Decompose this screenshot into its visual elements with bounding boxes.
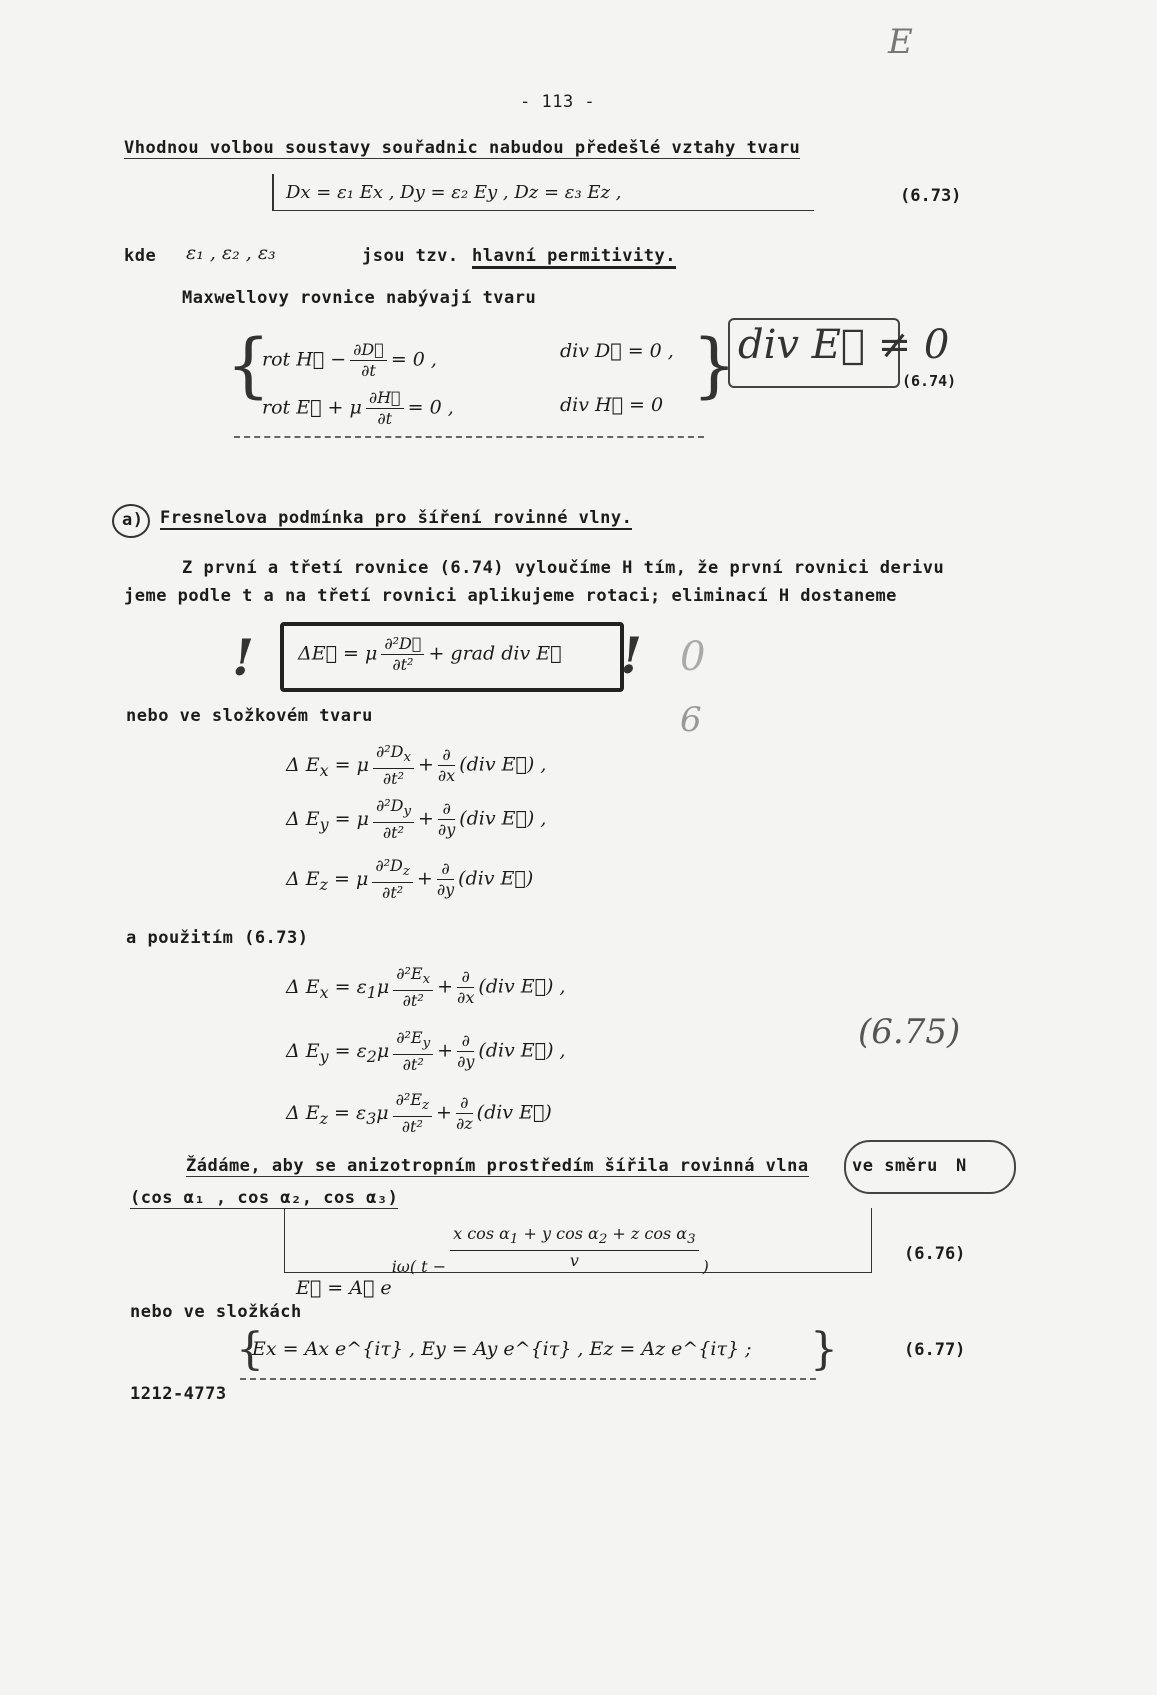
jsou-tzv: jsou tzv. bbox=[362, 246, 459, 266]
corner-mark: E bbox=[888, 22, 913, 62]
intro-line: Vhodnou volbou soustavy souřadnic nabudou předešlé vztahy tvaru bbox=[124, 138, 801, 158]
eq-677: Ex = Ax e^{iτ} , Ey = Ay e^{iτ} , Ez = Az e^{iτ} ; bbox=[252, 1338, 752, 1360]
cos-line: (cos α₁ , cos α₂, cos α₃) bbox=[130, 1188, 399, 1208]
ve-smeru: ve směru bbox=[852, 1156, 938, 1176]
maxwell-line: Maxwellovy rovnice nabývají tvaru bbox=[182, 288, 537, 308]
comp-eq-y: Δ $E_y = \mu$ $\frac{\partial^2D_y}{\text{∂t²}}$ + $\frac{\partial}{\partial y}$ (div E⃗) , bbox=[286, 796, 547, 843]
footer-id: 1212-4773 bbox=[130, 1384, 227, 1404]
eq-674-r1-left: rot H⃗ − $\frac{\partial D⃗}{\partial t}$ = 0 , bbox=[262, 340, 437, 380]
eqno-674: (6.74) bbox=[902, 372, 957, 390]
comp-eq-z: Δ $E_z = \mu$ $\frac{\partial^2D_z}{\text{∂t²}}$ + $\frac{\partial}{\partial y}$ (div E⃗) bbox=[286, 856, 534, 903]
eps-list: ε₁ , ε₂ , ε₃ bbox=[186, 242, 276, 264]
pouzitim-line: a použitím (6.73) bbox=[126, 928, 309, 948]
para1-line1: Z první a třetí rovnice (6.74) vyloučíme H tím, že první rovnici derivu bbox=[182, 558, 945, 578]
sub-eq-z: Δ $E_z = \varepsilon_3\mu$ $\frac{\partial^2E_z}{\text{∂t²}}$ + $\frac{\partial}{\partial z}$ (div E⃗) bbox=[286, 1090, 552, 1137]
sub-eq-y: Δ $E_y = \varepsilon_2\mu$ $\frac{\partial^2E_y}{\text{∂t²}}$ + $\frac{\partial}{\partial y}$ (div E⃗) , bbox=[286, 1028, 566, 1075]
eq-677-wavy-underline bbox=[240, 1378, 816, 1380]
eq-674-r2-right: div H⃗ = 0 bbox=[560, 394, 664, 416]
excl-left: ! bbox=[232, 628, 254, 687]
annotation-div-e: div E⃗ ≠ 0 bbox=[738, 322, 950, 368]
hlavni-permitivity: hlavní permitivity. bbox=[472, 246, 676, 269]
eq-677-left-brace: { bbox=[236, 1324, 264, 1375]
eq-676: E⃗ = A⃗ $e^{i\omega( t -}$ $\frac{x \cos \alpha_1 + y \cos \alpha_2 + z \cos \alpha_3}{v}$ ) bbox=[296, 1224, 709, 1300]
eq-673: Dx = ε₁ Ex , Dy = ε₂ Ey , Dz = ε₃ Ez , bbox=[286, 182, 622, 203]
page-number: - 113 - bbox=[520, 92, 596, 112]
margin-6: 6 bbox=[680, 700, 702, 740]
eq-674-r1-right: div D⃗ = 0 , bbox=[560, 340, 674, 362]
eq-677-right-brace: } bbox=[810, 1324, 838, 1375]
eqno-675: (6.75) bbox=[858, 1012, 961, 1052]
nebo-slozkovem: nebo ve složkovém tvaru bbox=[126, 706, 373, 726]
para1-line2: jeme podle t a na třetí rovnici aplikujeme rotaci; eliminací H dostaneme bbox=[124, 586, 897, 606]
nebo-slozkach: nebo ve složkách bbox=[130, 1302, 302, 1322]
zadame-line: Žádáme, aby se anizotropním prostředím šířila rovinná vlna bbox=[186, 1156, 809, 1176]
eqno-676: (6.76) bbox=[904, 1244, 966, 1264]
comp-eq-x: Δ $E_x = \mu$ $\frac{\partial^2D_x}{\text{∂t²}}$ + $\frac{\partial}{\partial x}$ (div E⃗) , bbox=[286, 742, 547, 789]
wave-eq: ΔE⃗ = μ $\frac{\text{∂²D⃗}}{\text{∂t²}}$ + grad div E⃗ bbox=[298, 634, 562, 674]
excl-right: ! bbox=[620, 626, 642, 685]
section-a-marker: a) bbox=[122, 510, 144, 530]
eqno-677: (6.77) bbox=[904, 1340, 966, 1360]
margin-0: 0 bbox=[680, 634, 706, 680]
eq-674-right-brace: } bbox=[692, 324, 737, 406]
section-a-title: Fresnelova podmínka pro šíření rovinné vlny. bbox=[160, 508, 633, 528]
eq-674-r2-left: rot E⃗ + μ $\frac{\partial H⃗}{\partial t}$ = 0 , bbox=[262, 388, 454, 428]
sub-eq-x: Δ $E_x = \varepsilon_1\mu$ $\frac{\partial^2E_x}{\text{∂t²}}$ + $\frac{\partial}{\partial x}$ (div E⃗) , bbox=[286, 964, 566, 1011]
eq-674-left-brace: { bbox=[226, 324, 271, 406]
eq-674-wavy-underline bbox=[234, 436, 704, 438]
ve-smeru-symbol: N bbox=[956, 1156, 967, 1176]
kde-word: kde bbox=[124, 246, 157, 266]
eqno-673: (6.73) bbox=[900, 186, 962, 206]
